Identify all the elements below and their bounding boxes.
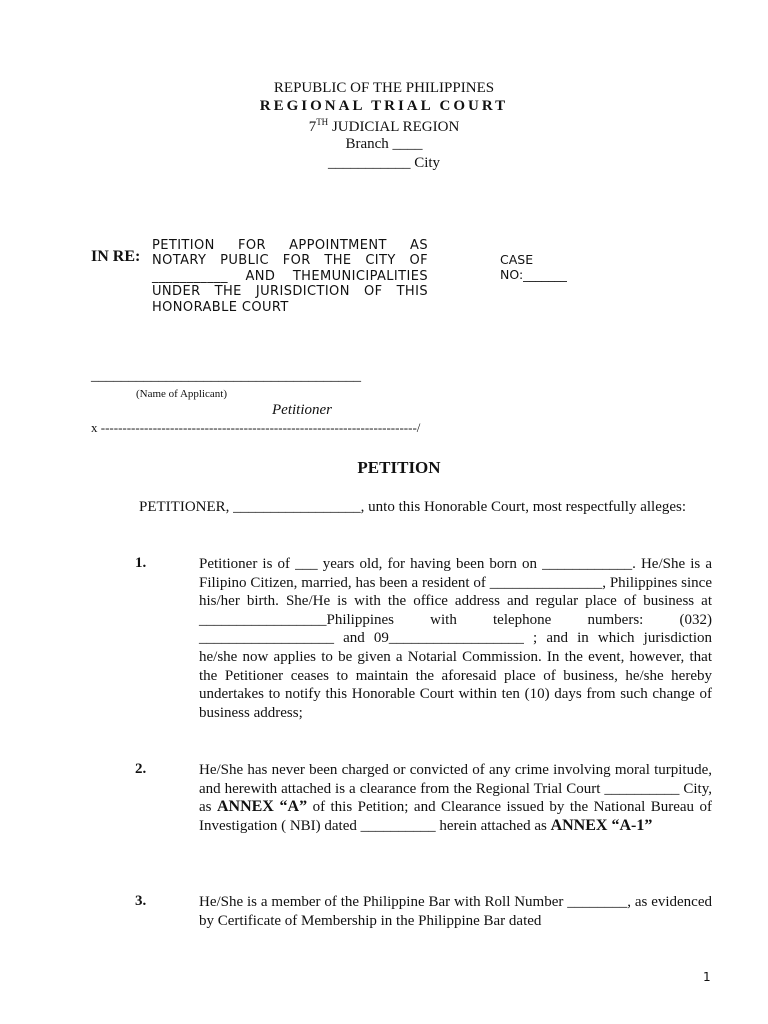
paragraph-2-text-b: of this Petition; and Clearance issued by the National Bureau of Investigation ( NBI) dated __________ herein attached as xyxy=(199,799,712,834)
case-label: CASE xyxy=(500,252,534,267)
annex-a-label: ANNEX “A” xyxy=(216,798,308,816)
case-number xyxy=(500,252,567,282)
paragraph-3: He/She is a member of the Philippine Bar with Roll Number ________, as evidenced by Certificate of Membership in the Philippine Bar dated xyxy=(199,894,712,929)
header-city: ___________ City xyxy=(327,155,441,171)
header-region xyxy=(0,117,768,136)
applicant-name-line: ____________________________________ xyxy=(91,368,361,384)
header-region-number: 7 xyxy=(308,119,317,135)
caption-divider: x -------------------------------------------------------------------------/ xyxy=(91,420,421,435)
petitioner-label: Petitioner xyxy=(272,402,332,418)
in-re-label: IN RE: xyxy=(91,248,141,265)
paragraph-number-1: 1. xyxy=(135,555,147,571)
paragraph-2-text-a: He/She has never been charged or convicted of any crime involving moral turpitude, and herewith attached is a clearance from the Regional Trial Court __________ City, as xyxy=(199,762,712,816)
case-caption: PETITION FOR APPOINTMENT AS NOTARY PUBLIC FOR THE CITY OF ___________ AND THEMUNICIPALITIES UNDER THE JURISDICTION OF THIS HONORABLE COURT xyxy=(152,238,428,315)
annex-a1-label: ANNEX “A-1” xyxy=(550,816,653,834)
header-branch: Branch ____ xyxy=(345,136,423,152)
applicant-caption: (Name of Applicant) xyxy=(136,388,228,400)
case-number-blank: NO:_______ xyxy=(500,267,567,282)
document-title: PETITION xyxy=(357,458,441,477)
paragraph-2 xyxy=(199,761,712,835)
paragraph-number-3: 3. xyxy=(135,893,147,909)
paragraph-1: Petitioner is of ___ years old, for having been born on ____________. He/She is a Filipino Citizen, married, has been a resident of _______________, Philippines since his/her birth. She/He is with the office address and regular place of business at _________________Philippines with telephone numbers: (032) __________________ and 09__________________ ; and in which jurisdiction he/she now applies to be given a Notarial Commission. In the event, however, that the Petitioner ceases to maintain the aforesaid place of business, he/she hereby undertakes to notify this Honorable Court within ten (10) days from such change of business address; xyxy=(199,556,712,721)
page-number: 1 xyxy=(703,970,711,984)
paragraph-number-2: 2. xyxy=(135,761,147,777)
header-region-text: JUDICIAL REGION xyxy=(328,119,460,135)
header-republic: REPUBLIC OF THE PHILIPPINES xyxy=(273,80,495,96)
intro-paragraph: PETITIONER, _________________, unto this Honorable Court, most respectfully alleges: xyxy=(139,499,687,515)
header-region-suffix: TH xyxy=(316,117,329,127)
header-court: REGIONAL TRIAL COURT xyxy=(259,98,509,114)
